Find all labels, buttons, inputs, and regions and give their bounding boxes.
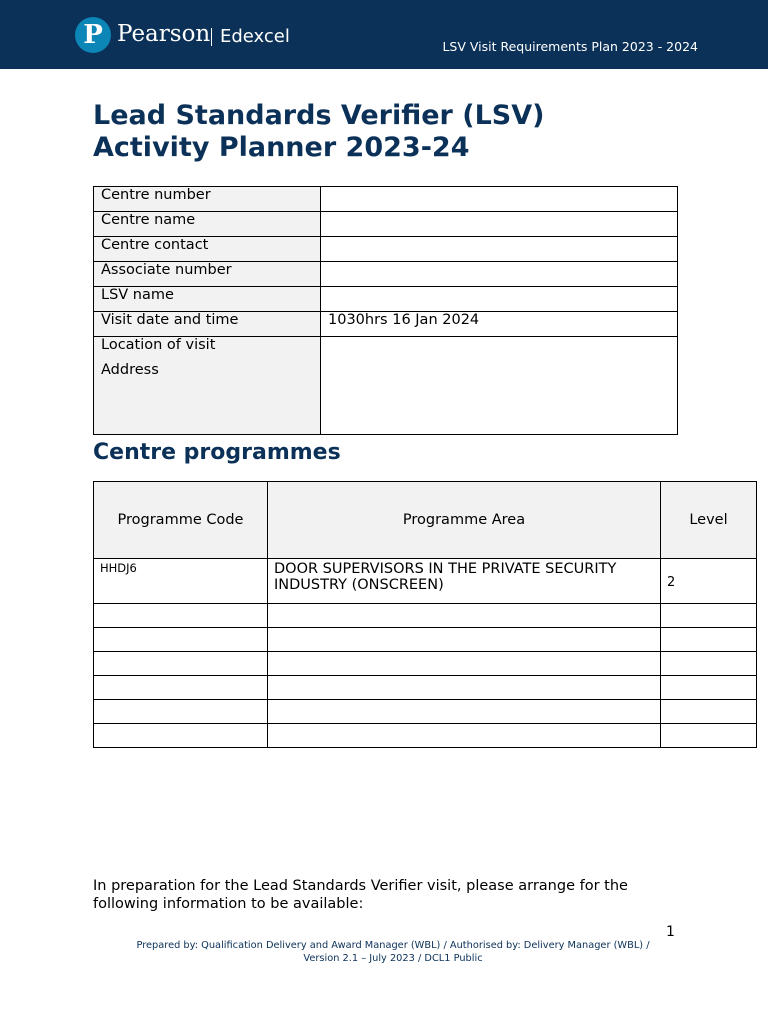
- programme-area-cell[interactable]: [268, 700, 661, 724]
- brand-divider: [211, 28, 212, 46]
- centre-info-table: [93, 186, 678, 435]
- programme-code-cell[interactable]: [94, 604, 268, 628]
- page-footer: [93, 940, 693, 965]
- info-value[interactable]: [321, 212, 678, 237]
- preparation-text: In preparation for the Lead Standards Verifier visit, please arrange for the following information to be available:: [93, 878, 628, 912]
- programme-level-cell[interactable]: [661, 604, 757, 628]
- programme-level-cell[interactable]: [661, 724, 757, 748]
- footer-line-2: Version 2.1 – July 2023 / DCL1 Public: [303, 952, 483, 964]
- title-line-2: Activity Planner 2023-24: [93, 132, 470, 163]
- info-label: Associate number: [94, 262, 321, 287]
- table-row: [94, 628, 757, 652]
- programme-area-cell[interactable]: [268, 652, 661, 676]
- info-row: [94, 187, 678, 212]
- programme-level-cell[interactable]: [661, 700, 757, 724]
- programme-level-cell[interactable]: [661, 652, 757, 676]
- header-programme-code: Programme Code: [94, 482, 268, 559]
- header-level: Level: [661, 482, 757, 559]
- address-label: Address: [101, 362, 159, 378]
- pearson-logo-icon: P: [75, 17, 111, 53]
- programmes-table: [93, 481, 757, 748]
- programme-area-cell[interactable]: [268, 676, 661, 700]
- title-line-1: Lead Standards Verifier (LSV): [93, 100, 545, 131]
- table-row: [94, 559, 757, 604]
- sub-brand-name: Edexcel: [220, 26, 290, 47]
- info-value[interactable]: [321, 237, 678, 262]
- location-label: Location of visit: [101, 337, 216, 353]
- table-row: [94, 676, 757, 700]
- info-value[interactable]: [321, 287, 678, 312]
- programme-level-cell[interactable]: 2: [661, 559, 757, 604]
- info-row: [94, 237, 678, 262]
- header-programme-area: Programme Area: [268, 482, 661, 559]
- programme-code-cell[interactable]: HHDJ6: [94, 559, 268, 604]
- info-label: Centre number: [94, 187, 321, 212]
- programme-code-cell[interactable]: [94, 700, 268, 724]
- info-row: [94, 312, 678, 337]
- programme-code-cell[interactable]: [94, 724, 268, 748]
- info-row: [94, 287, 678, 312]
- info-label: Centre contact: [94, 237, 321, 262]
- info-row: [94, 337, 678, 435]
- programme-area-cell[interactable]: DOOR SUPERVISORS IN THE PRIVATE SECURITY INDUSTRY (ONSCREEN): [268, 559, 661, 604]
- document-label: LSV Visit Requirements Plan 2023 - 2024: [442, 39, 698, 54]
- programme-level-cell[interactable]: [661, 676, 757, 700]
- brand-name: Pearson: [117, 21, 211, 47]
- programme-area-cell[interactable]: [268, 628, 661, 652]
- info-row: [94, 262, 678, 287]
- info-label: LSV name: [94, 287, 321, 312]
- footer-line-1: Prepared by: Qualification Delivery and Award Manager (WBL) / Authorised by: Delivery Manager (WBL) /: [136, 940, 650, 951]
- table-row: [94, 700, 757, 724]
- programme-area-cell[interactable]: [268, 604, 661, 628]
- visit-date-value[interactable]: 1030hrs 16 Jan 2024: [321, 312, 678, 337]
- table-row: [94, 652, 757, 676]
- table-header-row: [94, 482, 757, 559]
- programme-code-cell[interactable]: [94, 652, 268, 676]
- info-row: [94, 212, 678, 237]
- page-title: [93, 100, 545, 164]
- table-row: [94, 604, 757, 628]
- info-label: Centre name: [94, 212, 321, 237]
- programme-level-cell[interactable]: [661, 628, 757, 652]
- info-label: [94, 337, 321, 435]
- programme-code-cell[interactable]: [94, 676, 268, 700]
- programme-code-cell[interactable]: [94, 628, 268, 652]
- info-value[interactable]: [321, 262, 678, 287]
- address-value[interactable]: [321, 337, 678, 435]
- programmes-heading: Centre programmes: [93, 440, 341, 465]
- table-row: [94, 724, 757, 748]
- info-label: Visit date and time: [94, 312, 321, 337]
- page-header: [0, 0, 768, 69]
- info-value[interactable]: [321, 187, 678, 212]
- page-number: 1: [666, 924, 675, 940]
- programme-area-cell[interactable]: [268, 724, 661, 748]
